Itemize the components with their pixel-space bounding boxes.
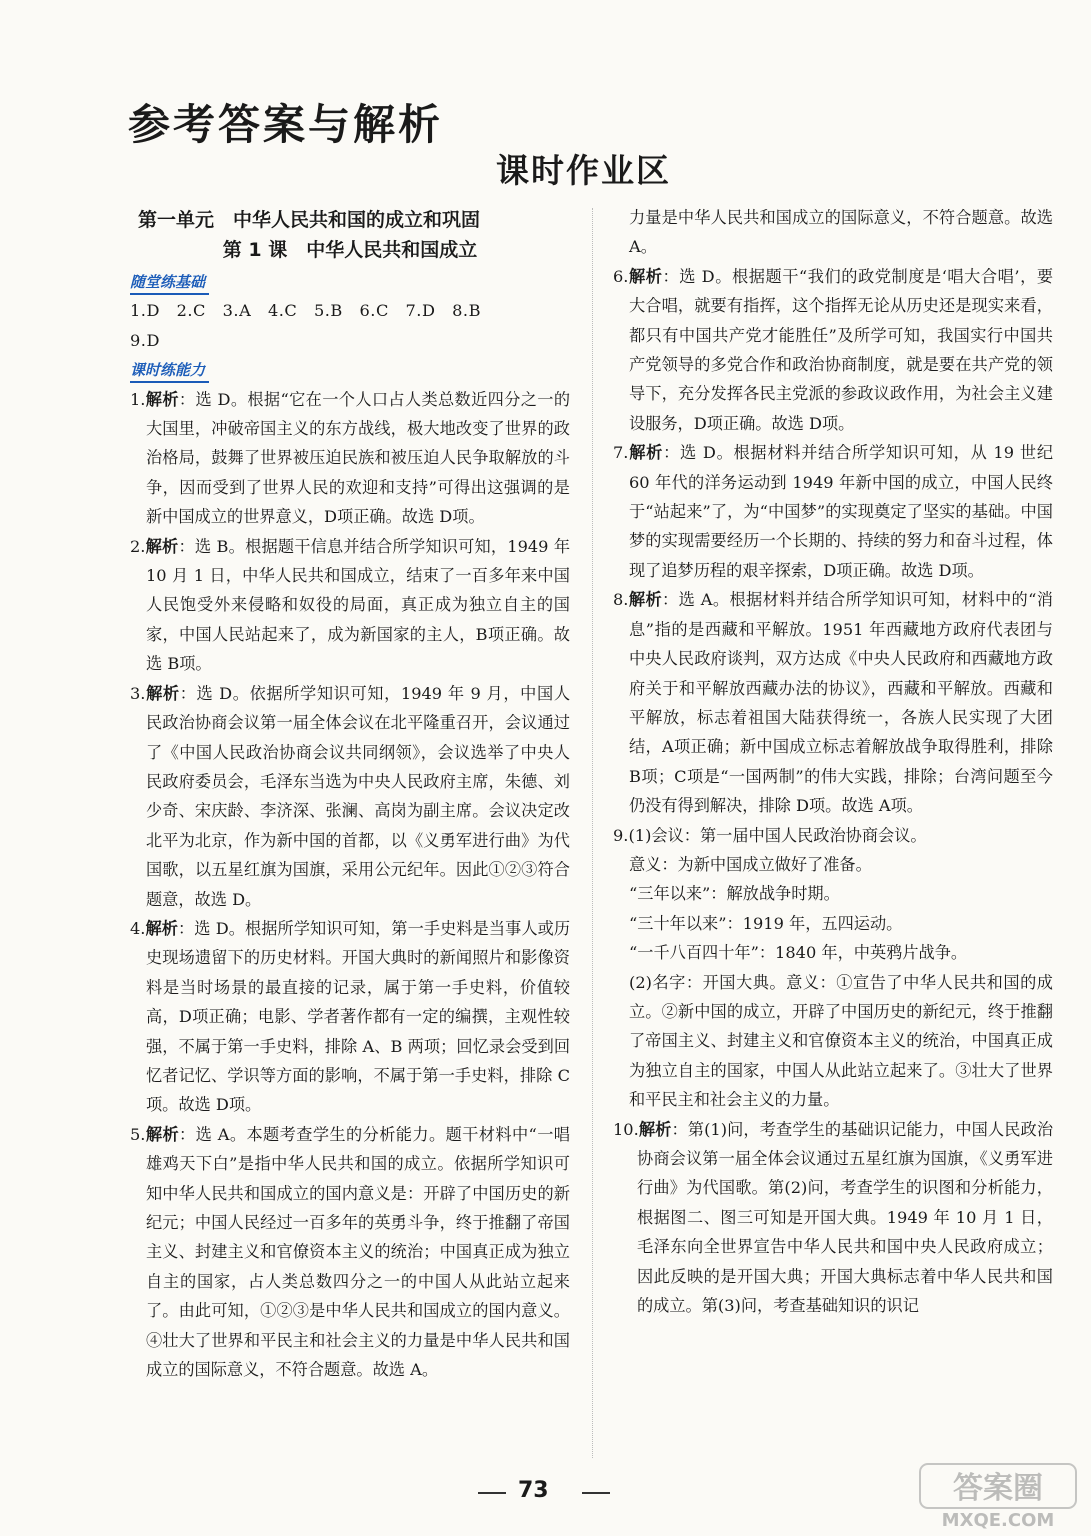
answer-item-9-three-years: “三年以来”：解放战争时期。 bbox=[629, 884, 840, 904]
answer-item-7: 7.解析：选 D。根据材料并结合所学知识可知，从 19 世纪 60 年代的洋务运动到 1949 年新中国的成立，中国人民终于“站起来”了，为“中国梦”的实现奠定了坚实的基础。中国梦的实现需要经历一个长期的、持续的努力和奋斗过程，体现了追梦历程的艰辛探索，D项正确。故选 D项。 bbox=[613, 443, 1054, 580]
answer-item-5: 5.解析：选 A。本题考查学生的分析能力。题干材料中“一唱雄鸡天下白”是指中华人民共和国的成立。依据所学知识可知中华人民共和国成立的国内意义是：开辟了中国历史的新纪元；中国人民经过一百多年的英勇斗争，终于推翻了帝国主义、封建主义和官僚资本主义的统治；中国真正成为独立自主的国家，占人类总数四分之一的中国人从此站立起来了。由此可知，①②③是中华人民共和国成立的国内意义。④壮大了世界和平民主和社会主义的力量是中华人民共和国成立的国际意义，不符合题意。故选 A。 bbox=[130, 1124, 570, 1380]
basic-answers-line2: 9.D bbox=[130, 330, 160, 350]
right-column bbox=[613, 203, 1053, 1320]
page-number-dash-right bbox=[582, 1492, 610, 1494]
answer-item-9-1840: “一千八百四十年”：1840 年，中英鸦片战争。 bbox=[629, 943, 968, 963]
page-number: 73 bbox=[518, 1478, 549, 1503]
watermark-logo bbox=[918, 1462, 1078, 1532]
answer-item-9-thirty-years: “三十年以来”：1919 年，五四运动。 bbox=[629, 913, 903, 933]
page-number-dash-left bbox=[478, 1492, 506, 1494]
answer-item-9-part1: 9.(1)会议：第一届中国人民政治协商会议。 bbox=[613, 825, 927, 845]
answer-item-2: 2.解析：选 B。根据题干信息并结合所学知识可知，1949 年 10 月 1 日，中华人民共和国成立，结束了一百多年来中国人民饱受外来侵略和奴役的局面，真正成为独立自主的国家，中国人民站起来了，成为新国家的主人，B项正确。故选 B项。 bbox=[130, 536, 571, 674]
answer-item-1: 1.解析：选 D。根据“它在一个人口占人类总数近四分之一的大国里，冲破帝国主义的东方战线，极大地改变了世界的政治格局，鼓舞了世界被压迫民族和被压迫人民争取解放的斗争，因而受到了世界人民的欢迎和支持”可得出这强调的是新中国成立的世界意义，D项正确。故选 D项。 bbox=[130, 389, 571, 527]
answer-item-9-part2: (2)名字：开国大典。意义：①宣告了中华人民共和国的成立。②新中国的成立，开辟了中国历史的新纪元，终于推翻了帝国主义、封建主义和官僚资本主义的统治，中国真正成为独立自主的国家，中国人从此站立起来了。③壮大了世界和平民主和社会主义的力量。 bbox=[629, 972, 1053, 1110]
left-column bbox=[130, 203, 570, 1475]
unit-title: 第一单元 中华人民共和国的成立和巩固 bbox=[138, 209, 481, 231]
answer-item-9-meaning: 意义：为新中国成立做好了准备。 bbox=[629, 854, 872, 874]
answer-item-3: 3.解析：选 D。依据所学知识可知，1949 年 9 月，中国人民政治协商会议第一届全体会议在北平隆重召开，会议通过了《中国人民政治协商会议共同纲领》，会议选举了中央人民政府委员会，毛泽东当选为中央人民政府主席，朱德、刘少奇、宋庆龄、李济深、张澜、高岗为副主席。会议决定改北平为北京，作为新中国的首都，以《义勇军进行曲》为代国歌，以五星红旗为国旗，采用公元纪年。因此①②③符合题意，故选 D。 bbox=[130, 683, 571, 909]
answer-item-10: 10.解析：第(1)问，考查学生的基础识记能力，中国人民政治协商会议第一届全体会议通过五星红旗为国旗，《义勇军进行曲》为代国歌。第(2)问，考查学生的识图和分析能力，根据图二、图三可知是开国大典。1949 年 10 月 1 日，毛泽东向全世界宣告中华人民共和国中央人民政府成立；因此反映的是开国大典；开国大典标志着中华人民共和国的成立。第(3)问，考查基础知识的识记 bbox=[613, 1119, 1054, 1316]
answer-item-8: 8.解析：选 A。根据材料并结合所学知识可知，材料中的“消息”指的是西藏和平解放。1951 年西藏地方政府代表团与中央人民政府谈判，双方达成《中央人民政府和西藏地方政府关于和平解放西藏办法的协议》，西藏和平解放。西藏和平解放，标志着祖国大陆获得统一，各族人民实现了大团结，A项正确；新中国成立标志着解放战争取得胜利，排除 B项；C项是“一国两制”的伟大实践，排除；台湾问题至今仍没有得到解决，排除 D项。故选 A项。 bbox=[613, 590, 1053, 816]
section-heading-ability: 课时练能力 bbox=[130, 359, 209, 383]
section-title: 课时作业区 bbox=[496, 151, 671, 190]
lesson-title: 第 1 课 中华人民共和国成立 bbox=[222, 239, 478, 261]
page-title: 参考答案与解析 bbox=[128, 100, 444, 149]
answer-item-4: 4.解析：选 D。根据所学知识可知，第一手史料是当事人或历史现场遗留下的历史材料。开国大典时的新闻照片和影像资料是当时场景的最直接的记录，属于第一手史料，价值较高，D项正确；电影、学者著作都有一定的编撰，主观性较强，不属于第一手史料，排除 A、B 两项；回忆录会受到回忆者记忆、学识等方面的影响，不属于第一手史料，排除 C 项。故选 D项。 bbox=[130, 918, 571, 1115]
basic-answers-line1: 1.D 2.C 3.A 4.C 5.B 6.C 7.D 8.B bbox=[130, 301, 481, 321]
column-divider bbox=[592, 208, 593, 1458]
svg-text:MXQE.COM: MXQE.COM bbox=[941, 1510, 1055, 1531]
answer-item-5-continued: 力量是中华人民共和国成立的国际意义，不符合题意。故选 A。 bbox=[629, 208, 1053, 257]
answer-item-6: 6.解析：选 D。根据题干“我们的政党制度是‘唱大合唱’，要大合唱，就要有指挥，这个指挥无论从历史还是现实来看，都只有中国共产党才能胜任”及所学可知，我国实行中国共产党领导的多党合作和政治协商制度，就是要在共产党的领导下，充分发挥各民主党派的参政议政作用，为社会主义建设服务，D项正确。故选 D项。 bbox=[613, 266, 1054, 433]
svg-text:答案圈: 答案圈 bbox=[953, 1471, 1043, 1506]
section-heading-basic: 随堂练基础 bbox=[130, 271, 209, 295]
